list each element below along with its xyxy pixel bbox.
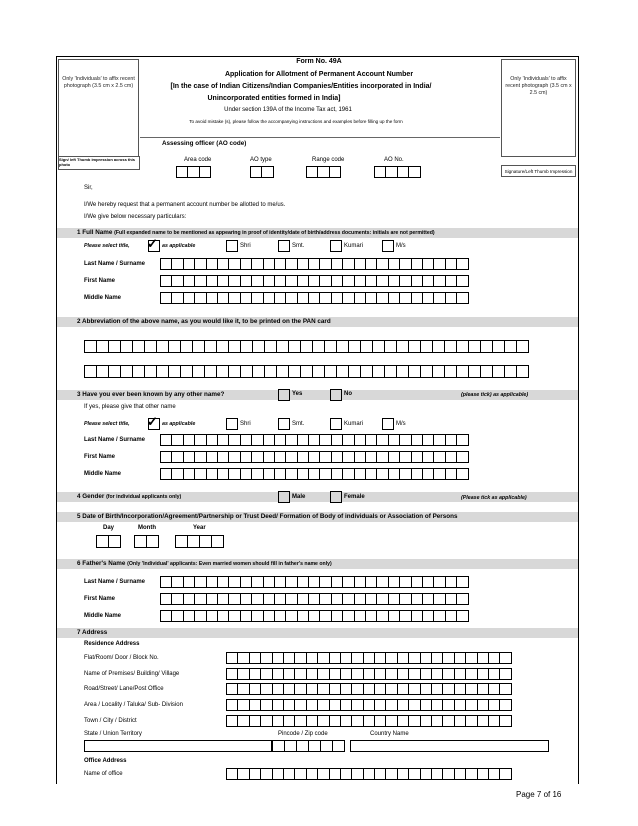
- char-box[interactable]: [499, 699, 511, 711]
- char-box[interactable]: [499, 683, 511, 695]
- other-name-yes-checkbox[interactable]: [278, 389, 290, 401]
- state-field[interactable]: [84, 740, 272, 752]
- road-boxes[interactable]: [226, 683, 511, 695]
- title-checkbox-shri[interactable]: [226, 240, 238, 252]
- section-7-bar: [57, 628, 578, 638]
- char-box[interactable]: [456, 576, 468, 588]
- char-box[interactable]: [456, 275, 468, 287]
- char-box[interactable]: [499, 652, 511, 664]
- char-box[interactable]: [456, 451, 468, 463]
- char-box[interactable]: [499, 768, 511, 780]
- other-first-name-boxes[interactable]: [160, 451, 468, 463]
- ao-no-label: AO No.: [384, 157, 404, 163]
- section-5-title: 5 Date of Birth/Incorporation/Agreement/Partnership or Trust Deed/ Formation of Body of individuals or Association of Persons: [77, 513, 458, 520]
- title-checkbox-ms[interactable]: [382, 240, 394, 252]
- father-last-name-label: Last Name / Surname: [84, 579, 146, 585]
- office-name-boxes[interactable]: [226, 768, 511, 780]
- smt-label-2: Smt.: [292, 421, 305, 427]
- state-label: State / Union Territory: [84, 731, 142, 737]
- sign-right-note: Signature/Left Thumb Impression: [501, 165, 576, 177]
- female-label: Female: [344, 494, 365, 500]
- ao-title: Assessing officer (AO code): [162, 140, 247, 147]
- title2-checkbox-kumari[interactable]: [330, 418, 342, 430]
- middle-name-label: Middle Name: [84, 295, 122, 301]
- month-label: Month: [138, 525, 156, 531]
- form-section: Under section 139A of the Income Tax act, 1961: [224, 107, 352, 113]
- ao-range-boxes[interactable]: [306, 166, 340, 178]
- gender-male-checkbox[interactable]: [278, 491, 290, 503]
- office-address-label: Office Address: [84, 758, 127, 764]
- other-last-name-boxes[interactable]: [160, 434, 468, 446]
- title-select-label: Please select title,: [84, 243, 130, 249]
- sign-left-note: Sign/ left Thumb impression across this photo: [58, 156, 140, 170]
- father-middle-name-label: Middle Name: [84, 613, 122, 619]
- ao-type-boxes[interactable]: [250, 166, 273, 178]
- town-label: Town / City / District: [84, 718, 137, 724]
- ao-area-label: Area code: [184, 157, 212, 163]
- first-name-label: First Name: [84, 278, 116, 284]
- other-last-name-label: Last Name / Surname: [84, 437, 146, 443]
- tick-note-4: (Please tick as applicable): [461, 495, 527, 501]
- ao-range-label: Range code: [312, 157, 345, 163]
- area-label: Area / Locality / Taluka/ Sub- Division: [84, 702, 183, 708]
- other-name-no-checkbox[interactable]: [330, 389, 342, 401]
- dob-year-boxes[interactable]: [175, 535, 223, 548]
- kumari-label-2: Kumari: [344, 421, 364, 427]
- section-7-title: 7 Address: [77, 629, 108, 636]
- last-name-label: Last Name / Surname: [84, 261, 146, 267]
- country-field[interactable]: [350, 740, 549, 752]
- father-first-name-label: First Name: [84, 596, 116, 602]
- premises-boxes[interactable]: [226, 668, 511, 680]
- ao-no-boxes[interactable]: [374, 166, 420, 178]
- male-label: Male: [292, 494, 306, 500]
- char-box[interactable]: [456, 468, 468, 480]
- if-yes-label: If yes, please give that other name: [84, 404, 176, 410]
- father-last-name-boxes[interactable]: [160, 576, 468, 588]
- dob-month-boxes[interactable]: [134, 535, 158, 548]
- intro-line-2: I/We give below necessary particulars:: [84, 214, 187, 220]
- flat-boxes[interactable]: [226, 652, 511, 664]
- other-middle-name-boxes[interactable]: [160, 468, 468, 480]
- char-box[interactable]: [456, 610, 468, 622]
- premises-label: Name of Premises/ Building/ Village: [84, 671, 180, 677]
- form-instructions: To avoid mistake (s), please follow the accompanying instructions and examples before filling up the form: [189, 119, 403, 124]
- section-4-title: 4 Gender (for individual applicants only): [77, 493, 182, 500]
- char-box[interactable]: [456, 292, 468, 304]
- applicable-label-2: as applicable: [162, 421, 196, 427]
- middle-name-boxes[interactable]: [160, 292, 468, 304]
- photo-note-left: Only 'Individuals' to affix recent photograph (3.5 cm x 2.5 cm): [62, 76, 135, 89]
- yes-label: Yes: [292, 391, 303, 397]
- no-label: No: [344, 391, 352, 397]
- pincode-boxes[interactable]: [272, 740, 344, 752]
- tick-note-3: (please tick) as applicable): [461, 392, 529, 398]
- father-first-name-boxes[interactable]: [160, 593, 468, 605]
- section-2-title: 2 Abbreviation of the above name, as you would like it, to be printed on the PAN card: [77, 318, 331, 325]
- ms-label-2: M/s: [396, 421, 406, 427]
- pincode-label: Pincode / Zip code: [278, 731, 328, 737]
- ms-label: M/s: [396, 243, 406, 249]
- father-middle-name-boxes[interactable]: [160, 610, 468, 622]
- photo-note-right: Only 'Individuals' to affix recent photograph (3.5 cm x 2.5 cm): [505, 76, 572, 96]
- char-box[interactable]: [516, 365, 529, 378]
- title2-checkbox-shri[interactable]: [226, 418, 238, 430]
- check-icon: ✓: [147, 236, 158, 251]
- first-name-boxes[interactable]: [160, 275, 468, 287]
- residence-address-label: Residence Address: [84, 641, 140, 647]
- applicable-label: as applicable: [162, 243, 196, 249]
- smt-label: Smt.: [292, 243, 305, 249]
- country-label: Country Name: [370, 731, 409, 737]
- title2-checkbox-ms[interactable]: [382, 418, 394, 430]
- shri-label: Shri: [240, 243, 251, 249]
- char-box[interactable]: [516, 340, 529, 353]
- abbreviation-row-1[interactable]: [84, 340, 528, 353]
- shri-label-2: Shri: [240, 421, 251, 427]
- title-checkbox-smt[interactable]: [278, 240, 290, 252]
- ao-top-line: [140, 137, 500, 138]
- area-boxes[interactable]: [226, 699, 511, 711]
- char-box[interactable]: [456, 434, 468, 446]
- title2-checkbox-smt[interactable]: [278, 418, 290, 430]
- abbreviation-row-2[interactable]: [84, 365, 528, 378]
- section-3-title: 3 Have you ever been known by any other name?: [77, 391, 225, 398]
- char-box[interactable]: [499, 715, 511, 727]
- ao-area-boxes[interactable]: [176, 166, 210, 178]
- other-first-name-label: First Name: [84, 454, 116, 460]
- char-box[interactable]: [456, 258, 468, 270]
- day-label: Day: [103, 525, 115, 531]
- dob-day-boxes[interactable]: [96, 535, 120, 548]
- office-name-label: Name of office: [84, 771, 123, 777]
- last-name-boxes[interactable]: [160, 258, 468, 270]
- year-label: Year: [193, 525, 206, 531]
- section-1-title: 1 Full Name (Full expanded name to be mentioned as appearing in proof of identity/date of birth/address documents: initials are not permitted): [77, 229, 435, 236]
- check-icon-2: ✓: [147, 414, 158, 429]
- gender-female-checkbox[interactable]: [330, 491, 342, 503]
- form-subtitle-1: [In the case of Indian Citizens/Indian Companies/Entities incorporated in India/: [170, 83, 432, 90]
- section-6-title: 6 Father's Name (Only 'Individual' applicants: Even married women should fill in father's name only): [77, 560, 332, 567]
- page-number: Page 7 of 16: [516, 790, 562, 799]
- char-box[interactable]: [456, 593, 468, 605]
- town-boxes[interactable]: [226, 715, 511, 727]
- salutation: Sir,: [84, 185, 93, 191]
- form-number: Form No. 49A: [296, 58, 342, 65]
- ao-type-label: AO type: [250, 157, 272, 163]
- road-label: Road/Street/ Lane/Post Office: [84, 686, 164, 692]
- kumari-label: Kumari: [344, 243, 364, 249]
- char-box[interactable]: [499, 668, 511, 680]
- form-title: Application for Allotment of Permanent Account Number: [224, 71, 414, 78]
- form-subtitle-2: Unincorporated entities formed in India]: [207, 95, 341, 102]
- other-middle-name-label: Middle Name: [84, 471, 122, 477]
- title-select-label-2: Please select title,: [84, 421, 130, 427]
- intro-line-1: I/We hereby request that a permanent account number be allotted to me/us.: [84, 202, 286, 208]
- flat-label: Flat/Room/ Door / Block No.: [84, 655, 159, 661]
- title-checkbox-kumari[interactable]: [330, 240, 342, 252]
